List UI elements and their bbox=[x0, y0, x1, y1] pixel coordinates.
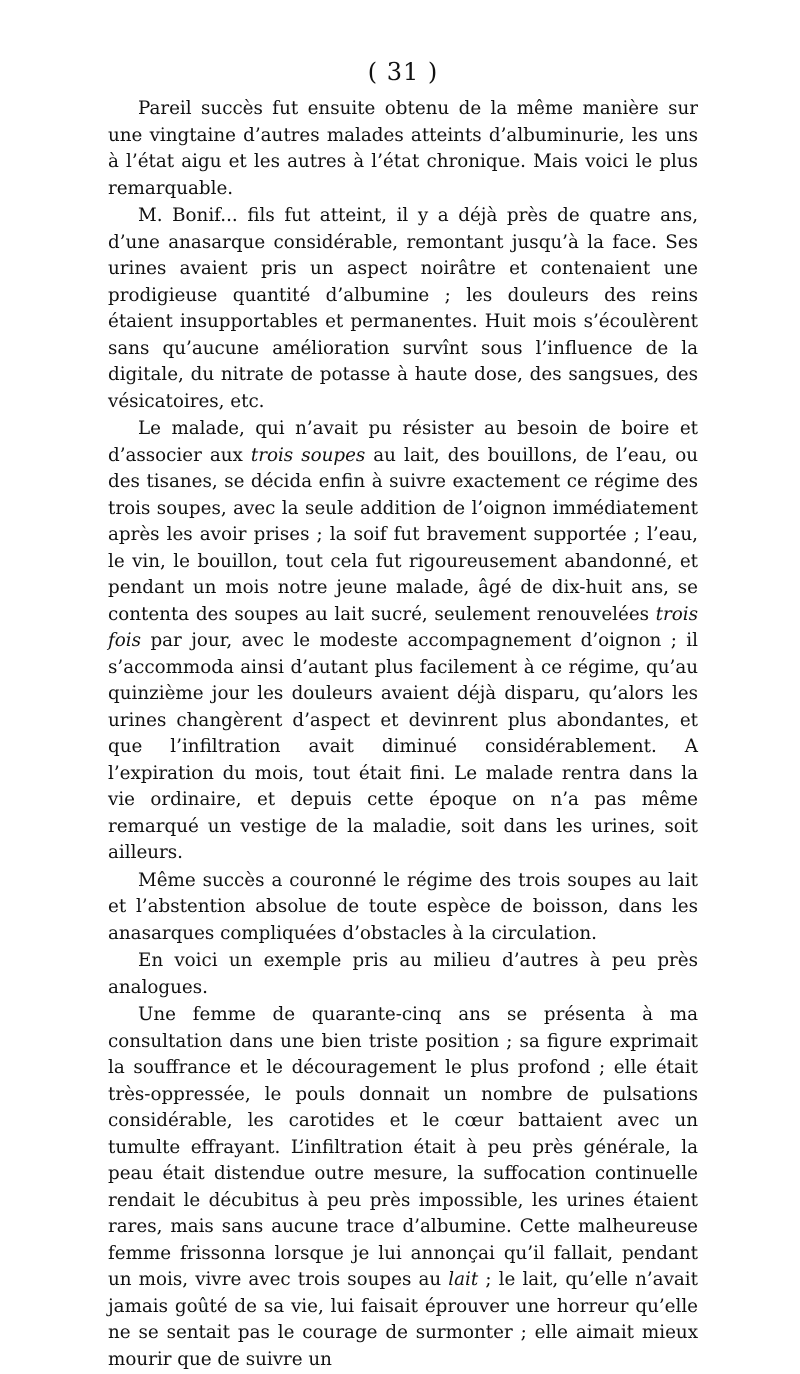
book-page bbox=[108, 58, 698, 1374]
text-run: Une femme de quarante-cinq ans se présenta à ma consultation dans une bien triste position ; sa figure exprimait la souffrance et le découragement le plus profond ; elle était très-oppressée, le pouls donnait un nombre de pulsations considérable, les carotides et le cœur battaient avec un tumulte effrayant. L’infiltration était à peu près générale, la peau était distendue outre mesure, la suffocation continuelle rendait le décubitus à peu près impossible, les urines étaient rares, mais sans aucune trace d’albumine. Cette malheureuse femme frissonna lorsque je lui annonçai qu’il fallait, pendant un mois, vivre avec trois soupes au bbox=[108, 1004, 698, 1290]
page-number: ( 31 ) bbox=[367, 58, 439, 86]
italic-text: trois soupes bbox=[250, 444, 366, 466]
text-run: ; le lait, qu’elle n’avait jamais goûté de sa vie, lui faisait éprouver une horreur qu’elle ne se sentait pas le courage de surmonter ; elle aimait mieux mourir que de suivre un bbox=[108, 1269, 699, 1370]
paragraph bbox=[108, 203, 698, 415]
body-text bbox=[108, 96, 698, 1373]
text-run: Même succès a couronné le régime des trois soupes au lait et l’abstention absolue de toute espèce de boisson, dans les anasarques compliquées d’obstacles à la circulation. bbox=[108, 869, 698, 944]
text-run: M. Bonif... fils fut atteint, il y a déjà près de quatre ans, d’une anasarque considérable, remontant jusqu’à la face. Ses urines avaient pris un aspect noirâtre et contenaient une prodigieuse quantité d’albumine ; les douleurs des reins étaient insupportables et permanentes. Huit mois s’écoulèrent sans qu’aucune amélioration survînt sous l’influence de la digitale, du nitrate de potasse à haute dose, des sangsues, des vésicatoires, etc. bbox=[108, 205, 698, 412]
paragraph bbox=[108, 96, 698, 202]
text-run: En voici un exemple pris au milieu d’autres à peu près analogues. bbox=[108, 950, 698, 998]
paragraph bbox=[108, 416, 698, 867]
paragraph bbox=[108, 948, 698, 1001]
paragraph bbox=[108, 868, 698, 948]
text-run: par jour, avec le modeste accompagnement d’oignon ; il s’accommoda ainsi d’autant plus facilement à ce régime, qu’au quinzième jour les douleurs avaient déjà disparu, qu’alors les urines changèrent d’aspect et devinrent plus abondantes, et que l’infiltration avait diminué considérablement. A l’expiration du mois, tout était fini. Le malade rentra dans la vie ordinaire, et depuis cette époque on n’a pas même remarqué un vestige de la maladie, soit dans les urines, soit ailleurs. bbox=[108, 630, 698, 863]
paragraph bbox=[108, 1002, 698, 1373]
italic-text: lait bbox=[448, 1269, 479, 1290]
text-run: au lait, des bouillons, de l’eau, ou des tisanes, se décida enfin à suivre exactement ce régime des trois soupes, avec la seule addition de l’oignon immédiatement après les avoir prises ; la soif fut bravement supportée ; l’eau, le vin, le bouillon, tout cela fut rigoureusement abandonné, et pendant un mois notre jeune malade, âgé de dix-huit ans, se contenta des soupes au lait sucré, seulement renouvelées bbox=[108, 444, 698, 625]
text-run: Pareil succès fut ensuite obtenu de la même manière sur une vingtaine d’autres malades atteints d’albuminurie, les uns à l’état aigu et les autres à l’état chronique. Mais voici le plus remarquable. bbox=[108, 98, 698, 199]
text-run: Le malade, qui n’avait pu résister au besoin de boire et d’associer aux bbox=[108, 418, 698, 466]
italic-text: trois fois bbox=[108, 603, 698, 651]
